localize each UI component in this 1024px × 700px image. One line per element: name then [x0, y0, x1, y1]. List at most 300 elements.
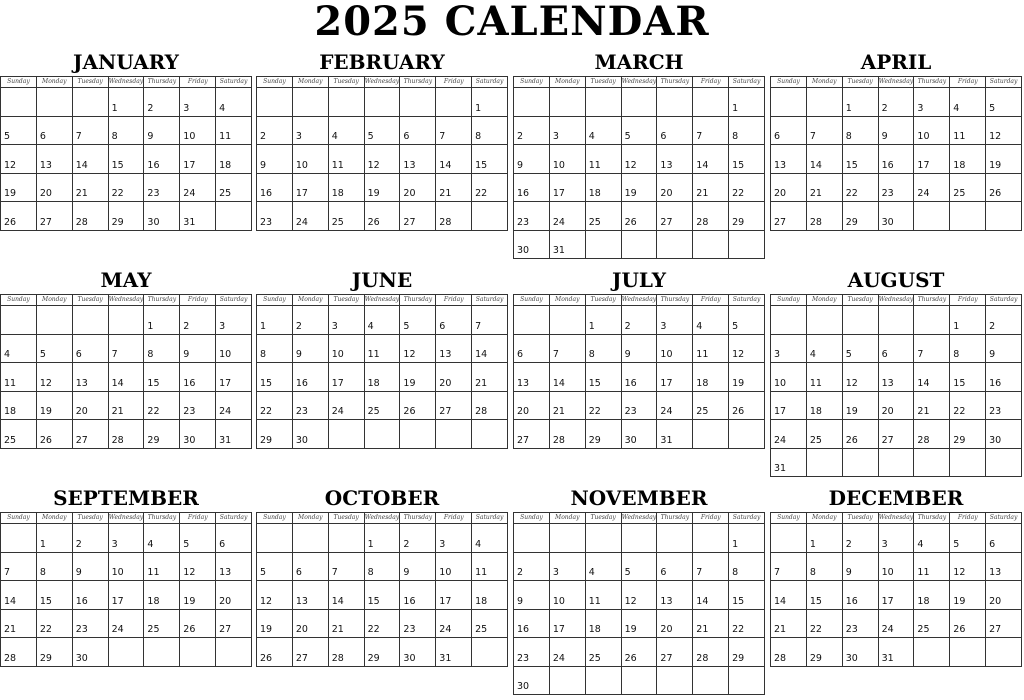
day-cell — [729, 117, 765, 146]
day-number: 9 — [260, 159, 267, 171]
weekday-header: Monday — [807, 295, 843, 306]
day-cell — [657, 174, 693, 203]
day-number: 14 — [552, 377, 565, 389]
day-number: 29 — [147, 434, 160, 446]
day-cell — [843, 420, 879, 449]
empty-cell — [472, 638, 508, 667]
day-number: 14 — [439, 159, 452, 171]
day-cell — [514, 202, 550, 231]
day-number: 23 — [295, 406, 308, 417]
day-cell — [472, 581, 508, 610]
day-cell — [109, 392, 145, 421]
day-cell — [472, 174, 508, 203]
day-number: 1 — [588, 320, 595, 332]
day-cell — [180, 553, 216, 582]
day-number: 2 — [403, 538, 410, 550]
day-number: 13 — [660, 159, 673, 171]
day-number: 17 — [774, 406, 787, 417]
day-cell — [843, 145, 879, 174]
day-cell — [365, 174, 401, 203]
day-number: 25 — [917, 624, 930, 635]
weekday-header: Monday — [807, 513, 843, 524]
day-number: 14 — [4, 595, 17, 607]
day-cell — [729, 638, 765, 667]
day-cell — [216, 363, 252, 392]
day-number: 27 — [295, 652, 308, 664]
day-number: 26 — [183, 624, 196, 635]
day-number: 1 — [147, 320, 154, 332]
empty-cell — [657, 667, 693, 696]
day-number: 7 — [552, 349, 559, 360]
day-number: 21 — [809, 188, 822, 199]
day-number: 18 — [219, 159, 232, 171]
day-cell — [879, 392, 915, 421]
month-grid — [513, 76, 765, 259]
day-number: 15 — [588, 377, 601, 389]
day-number: 24 — [295, 216, 308, 228]
empty-cell — [257, 88, 293, 117]
day-cell — [914, 524, 950, 553]
day-number: 18 — [588, 188, 601, 199]
day-cell — [771, 335, 807, 364]
day-number: 5 — [4, 131, 11, 142]
day-cell — [950, 174, 986, 203]
day-cell — [807, 553, 843, 582]
day-cell — [514, 231, 550, 260]
day-number: 12 — [4, 159, 17, 171]
day-cell — [950, 553, 986, 582]
day-number: 12 — [367, 159, 380, 171]
day-number: 3 — [439, 538, 446, 550]
day-number: 15 — [39, 595, 52, 607]
weekday-header: Saturday — [986, 513, 1022, 524]
day-number: 3 — [552, 131, 559, 142]
day-cell — [1, 610, 37, 639]
day-cell — [843, 335, 879, 364]
day-cell — [950, 306, 986, 335]
day-cell — [329, 638, 365, 667]
weekday-header: Sunday — [771, 513, 807, 524]
day-cell — [986, 553, 1022, 582]
weekday-header: Tuesday — [329, 513, 365, 524]
empty-cell — [329, 420, 365, 449]
empty-cell — [472, 202, 508, 231]
day-cell — [216, 174, 252, 203]
day-cell — [73, 363, 109, 392]
day-number: 14 — [696, 595, 709, 607]
day-number: 15 — [260, 377, 273, 389]
day-number: 7 — [696, 131, 703, 142]
day-number: 27 — [219, 624, 232, 635]
day-cell — [657, 638, 693, 667]
day-number: 20 — [439, 377, 452, 389]
day-cell — [807, 202, 843, 231]
day-cell — [514, 145, 550, 174]
weekday-header: Wednesday — [879, 295, 915, 306]
day-number: 19 — [39, 406, 52, 417]
day-cell — [807, 174, 843, 203]
day-number: 27 — [75, 434, 88, 446]
day-number: 26 — [624, 216, 637, 228]
day-cell — [73, 638, 109, 667]
day-number: 1 — [367, 538, 374, 550]
day-cell — [400, 363, 436, 392]
day-cell — [180, 306, 216, 335]
day-cell — [109, 174, 145, 203]
day-number: 19 — [183, 595, 196, 607]
day-cell — [729, 392, 765, 421]
day-number: 24 — [774, 434, 787, 446]
weekday-header: Wednesday — [879, 77, 915, 88]
weekday-header: Thursday — [144, 77, 180, 88]
day-number: 17 — [552, 188, 565, 199]
day-cell — [365, 581, 401, 610]
day-cell — [365, 335, 401, 364]
day-cell — [257, 420, 293, 449]
day-number: 29 — [732, 216, 745, 228]
day-number: 9 — [517, 159, 524, 171]
month-february — [256, 48, 508, 231]
empty-cell — [729, 420, 765, 449]
day-cell — [144, 392, 180, 421]
day-number: 20 — [39, 188, 52, 199]
day-number: 18 — [475, 595, 488, 607]
empty-cell — [914, 202, 950, 231]
day-cell — [729, 553, 765, 582]
day-number: 18 — [331, 188, 344, 199]
day-number: 21 — [4, 624, 17, 635]
day-number: 6 — [774, 131, 781, 142]
day-cell — [329, 581, 365, 610]
day-number: 19 — [4, 188, 17, 199]
day-number: 31 — [660, 434, 673, 446]
weekday-header: Monday — [293, 513, 329, 524]
day-cell — [729, 174, 765, 203]
day-cell — [216, 610, 252, 639]
day-cell — [950, 392, 986, 421]
day-number: 19 — [989, 159, 1002, 171]
day-number: 14 — [917, 377, 930, 389]
day-cell — [73, 524, 109, 553]
weekday-header: Friday — [950, 513, 986, 524]
day-cell — [657, 145, 693, 174]
day-number: 19 — [624, 188, 637, 199]
day-cell — [586, 581, 622, 610]
day-number: 1 — [39, 538, 46, 550]
day-cell — [514, 117, 550, 146]
day-cell — [693, 174, 729, 203]
day-number: 21 — [774, 624, 787, 635]
day-cell — [1, 553, 37, 582]
day-cell — [73, 335, 109, 364]
day-number: 25 — [809, 434, 822, 446]
day-cell — [180, 145, 216, 174]
day-number: 6 — [881, 349, 888, 360]
weekday-header: Tuesday — [843, 77, 879, 88]
day-number: 13 — [75, 377, 88, 389]
weekday-header: Saturday — [729, 77, 765, 88]
day-number: 28 — [4, 652, 17, 664]
day-number: 13 — [774, 159, 787, 171]
day-number: 15 — [367, 595, 380, 607]
day-cell — [400, 145, 436, 174]
day-number: 29 — [260, 434, 273, 446]
day-number: 27 — [660, 652, 673, 664]
day-number: 7 — [809, 131, 816, 142]
weekday-header: Wednesday — [109, 513, 145, 524]
day-number: 8 — [111, 131, 118, 142]
day-number: 31 — [219, 434, 232, 446]
day-number: 28 — [696, 216, 709, 228]
day-number: 29 — [367, 652, 380, 664]
day-number: 2 — [147, 102, 154, 114]
day-number: 27 — [774, 216, 787, 228]
empty-cell — [550, 524, 586, 553]
day-number: 4 — [809, 349, 816, 360]
day-number: 23 — [517, 216, 530, 228]
day-cell — [109, 610, 145, 639]
day-cell — [257, 363, 293, 392]
day-cell — [73, 553, 109, 582]
empty-cell — [986, 202, 1022, 231]
day-number: 12 — [953, 567, 966, 578]
day-number: 18 — [4, 406, 17, 417]
day-number: 24 — [439, 624, 452, 635]
weekday-header: Saturday — [986, 77, 1022, 88]
day-cell — [879, 581, 915, 610]
day-cell — [180, 88, 216, 117]
day-cell — [771, 420, 807, 449]
day-number: 5 — [624, 567, 631, 578]
day-cell — [1, 145, 37, 174]
day-number: 5 — [845, 349, 852, 360]
day-number: 16 — [845, 595, 858, 607]
day-number: 8 — [809, 567, 816, 578]
day-number: 10 — [331, 349, 344, 360]
day-number: 27 — [39, 216, 52, 228]
day-cell — [257, 306, 293, 335]
day-cell — [586, 306, 622, 335]
day-number: 24 — [552, 652, 565, 664]
day-number: 20 — [295, 624, 308, 635]
day-number: 22 — [475, 188, 488, 199]
weekday-header: Thursday — [400, 513, 436, 524]
month-grid — [0, 294, 252, 449]
day-cell — [914, 392, 950, 421]
day-cell — [109, 420, 145, 449]
weekday-header: Saturday — [986, 295, 1022, 306]
day-number: 9 — [403, 567, 410, 578]
day-number: 4 — [475, 538, 482, 550]
day-number: 25 — [147, 624, 160, 635]
day-number: 18 — [917, 595, 930, 607]
day-number: 5 — [260, 567, 267, 578]
day-cell — [657, 581, 693, 610]
day-cell — [400, 392, 436, 421]
empty-cell — [550, 88, 586, 117]
month-may — [0, 266, 252, 449]
day-number: 26 — [4, 216, 17, 228]
day-cell — [257, 553, 293, 582]
day-cell — [622, 581, 658, 610]
day-cell — [293, 363, 329, 392]
day-number: 17 — [660, 377, 673, 389]
day-number: 25 — [331, 216, 344, 228]
day-number: 4 — [696, 320, 703, 332]
month-october — [256, 484, 508, 667]
day-cell — [216, 88, 252, 117]
day-number: 25 — [475, 624, 488, 635]
day-number: 18 — [809, 406, 822, 417]
day-number: 15 — [732, 595, 745, 607]
day-number: 28 — [331, 652, 344, 664]
day-cell — [400, 610, 436, 639]
day-cell — [73, 392, 109, 421]
day-cell — [109, 363, 145, 392]
month-july — [513, 266, 765, 449]
day-number: 16 — [517, 188, 530, 199]
day-cell — [514, 581, 550, 610]
day-cell — [436, 392, 472, 421]
day-number: 16 — [403, 595, 416, 607]
day-number: 2 — [989, 320, 996, 332]
month-grid — [770, 294, 1022, 477]
day-cell — [550, 610, 586, 639]
day-cell — [436, 638, 472, 667]
weekday-header: Tuesday — [329, 77, 365, 88]
day-cell — [257, 392, 293, 421]
day-cell — [657, 117, 693, 146]
day-number: 25 — [367, 406, 380, 417]
day-number: 7 — [111, 349, 118, 360]
day-number: 19 — [403, 377, 416, 389]
day-cell — [807, 145, 843, 174]
empty-cell — [514, 306, 550, 335]
day-number: 1 — [845, 102, 852, 114]
day-number: 1 — [260, 320, 267, 332]
day-number: 9 — [183, 349, 190, 360]
empty-cell — [329, 88, 365, 117]
day-number: 2 — [260, 131, 267, 142]
day-cell — [472, 335, 508, 364]
day-cell — [216, 145, 252, 174]
empty-cell — [216, 638, 252, 667]
day-number: 12 — [624, 595, 637, 607]
day-cell — [514, 553, 550, 582]
day-cell — [986, 363, 1022, 392]
day-number: 6 — [75, 349, 82, 360]
day-number: 30 — [845, 652, 858, 664]
day-cell — [729, 335, 765, 364]
day-number: 19 — [845, 406, 858, 417]
weekday-header: Monday — [550, 513, 586, 524]
day-cell — [586, 117, 622, 146]
empty-cell — [729, 667, 765, 696]
empty-cell — [950, 638, 986, 667]
day-cell — [329, 610, 365, 639]
weekday-header: Sunday — [257, 295, 293, 306]
weekday-header: Sunday — [1, 513, 37, 524]
day-number: 5 — [989, 102, 996, 114]
day-cell — [586, 335, 622, 364]
day-cell — [986, 581, 1022, 610]
day-cell — [986, 88, 1022, 117]
day-cell — [400, 638, 436, 667]
day-cell — [693, 581, 729, 610]
month-name: DECEMBER — [828, 486, 964, 510]
day-cell — [879, 335, 915, 364]
day-number: 12 — [624, 159, 637, 171]
day-number: 16 — [989, 377, 1002, 389]
day-number: 21 — [331, 624, 344, 635]
empty-cell — [807, 449, 843, 478]
month-name: AUGUST — [847, 268, 945, 292]
day-cell — [986, 420, 1022, 449]
day-number: 17 — [183, 159, 196, 171]
day-number: 18 — [696, 377, 709, 389]
empty-cell — [550, 667, 586, 696]
day-number: 2 — [624, 320, 631, 332]
day-number: 12 — [845, 377, 858, 389]
day-number: 19 — [367, 188, 380, 199]
day-cell — [329, 174, 365, 203]
weekday-header: Sunday — [514, 77, 550, 88]
day-cell — [144, 145, 180, 174]
day-cell — [843, 202, 879, 231]
day-number: 4 — [4, 349, 11, 360]
day-cell — [622, 420, 658, 449]
day-cell — [436, 306, 472, 335]
day-cell — [771, 392, 807, 421]
empty-cell — [986, 449, 1022, 478]
day-cell — [771, 553, 807, 582]
day-cell — [586, 392, 622, 421]
weekday-header: Thursday — [657, 77, 693, 88]
day-number: 21 — [917, 406, 930, 417]
weekday-header: Thursday — [657, 295, 693, 306]
weekday-header: Sunday — [257, 77, 293, 88]
day-cell — [729, 306, 765, 335]
weekday-header: Monday — [37, 77, 73, 88]
day-number: 31 — [774, 463, 787, 474]
day-cell — [257, 202, 293, 231]
month-grid — [256, 294, 508, 449]
weekday-header: Thursday — [144, 295, 180, 306]
day-number: 1 — [111, 102, 118, 114]
day-number: 1 — [809, 538, 816, 550]
day-number: 22 — [732, 624, 745, 635]
day-number: 19 — [732, 377, 745, 389]
weekday-header: Friday — [180, 513, 216, 524]
day-cell — [550, 638, 586, 667]
day-cell — [400, 117, 436, 146]
weekday-header: Sunday — [1, 77, 37, 88]
day-number: 9 — [75, 567, 82, 578]
month-january — [0, 48, 252, 231]
day-cell — [586, 420, 622, 449]
weekday-header: Tuesday — [73, 77, 109, 88]
day-number: 19 — [260, 624, 273, 635]
day-cell — [843, 524, 879, 553]
day-number: 17 — [331, 377, 344, 389]
day-number: 5 — [953, 538, 960, 550]
weekday-header: Wednesday — [365, 77, 401, 88]
month-grid — [513, 512, 765, 695]
day-number: 20 — [660, 624, 673, 635]
day-number: 20 — [219, 595, 232, 607]
day-cell — [879, 202, 915, 231]
empty-cell — [1, 524, 37, 553]
